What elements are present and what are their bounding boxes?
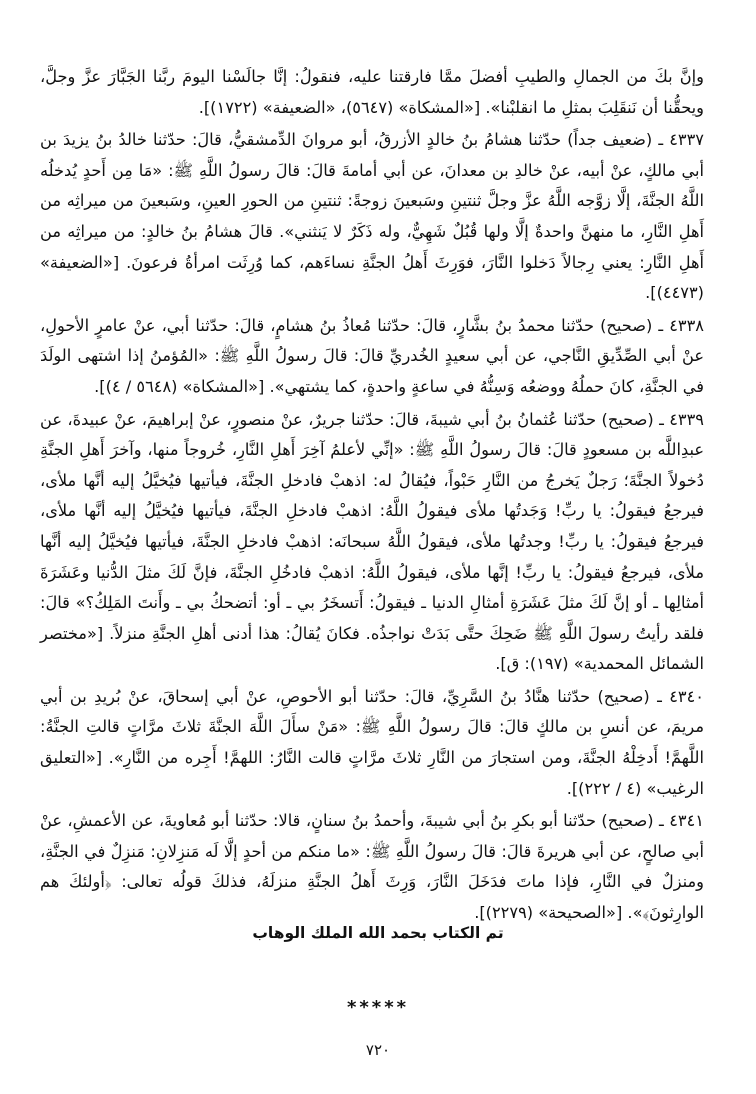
paragraph-continuation: وإنَّ بكَ من الجمالِ والطيبِ أفضلَ ممَّا فارقتنا عليه، فنقولُ: إنَّا جالَسْنا اليومَ ربَّنا الجَبَّارَ عزَّ وجلَّ، ويحقُّنا أن نَنقَلِبَ بمثلِ ما انقلبْنا». [«المشكاة» (٥٦٤٧)، «الضعيفة» (١٧٢٢)]. [40, 67, 704, 117]
hadith-4341: ٤٣٤١ ـ (صحيح) حدّثنا أبو بكرِ بنُ أبي شيبةَ، وأحمدُ بنُ سنانٍ، قالا: حدّثنا أبو مُعاويةَ، عن الأعمشِ، عنْ أبي صالحٍ، عن أبي هريرةَ قالَ: قالَ رسولُ اللَّهِ ﷺ: «ما منكم من أحدٍ إلَّا لَه مَنزِلانِ: مَنزِلٌ في الجنَّةِ، ومنزلٌ في النَّارِ، فإذا ماتَ فدَخَلَ النَّارَ، وَرِثَ أَهلُ الجنَّةِ منزلَهُ، فذلكَ قولُه تعالى: ﴿أولئكَ هم الوارِثونَ﴾». [«الصحيحة» (٢٢٧٩)]. [40, 811, 704, 923]
stars-divider: ***** [346, 997, 410, 1018]
hadith-4338: ٤٣٣٨ ـ (صحيح) حدّثنا محمدُ بنُ بشَّارٍ، قالَ: حدّثنا مُعاذُ بنُ هشامٍ، قالَ: حدّثنا أبي، عنْ عامرٍ الأحولِ، عنْ أبي الصِّدِّيقِ النَّاجي، عن أبي سعيدٍ الخُدريِّ قالَ: قالَ رسولُ اللَّهِ ﷺ: «المُؤمنُ إذا اشتهى الولَدَ في الجنَّةِ، كانَ حملُهُ ووضعُه وَسِنُّهُ في ساعةٍ واحدةٍ، كما يشتهي». [«المشكاة» (٥٦٤٨ / ٤)]. [40, 315, 704, 396]
hadith-4339: ٤٣٣٩ ـ (صحيح) حدّثنا عُثمانُ بنُ أبي شيبةَ، قالَ: حدّثنا جريرٌ، عنْ منصورٍ، عنْ إبراهيمَ، عنْ عبيدةَ، عن عبدِاللَّه بن مسعودٍ قالَ: قالَ رسولُ اللَّهِ ﷺ: «إنِّي لأعلمُ آخِرَ أَهلِ النَّارِ، خُروجاً منها، وآخرَ أَهلِ الجنَّةِ دُخولاً الجنَّةَ؛ رَجلٌ يَخرجُ من النَّارِ حَبْواً، فيُقالُ له: اذهبْ فادخلِ الجنَّةَ، فيأتيها فيُخيَّلُ إليه أنَّها ملأى، فيرجعُ فيقولُ: يا ربِّ! وَجَدتُها ملأى فيقولُ اللَّهُ: اذهبْ فادخلِ الجنَّةَ، فيأتيها فيُخيَّلُ إليه أنَّها ملأى، فيرجعُ فيقولُ: يا ربِّ! وجدتُها ملأى، فيقولُ اللَّهُ سبحانَه: اذهبْ فادخلِ الجنَّةَ، فيأتيها فيُخيَّلُ إليه أنَّها ملأى، فيرجعُ فيقولُ: يا ربِّ! إنَّها ملأى، فيقولُ اللَّهُ: اذهبْ فادخُلِ الجنَّةَ، فإنَّ لَكَ مثلَ الدُّنيا وعَشَرَةَ أمثالِها ـ أو إنَّ لَكَ مثلَ عَشَرَةِ أمثالِ الدنيا ـ فيقولُ: أَتسخَرُ بي ـ أو: أتضحكُ بي ـ وأَنتَ المَلِكُ؟» قالَ: فلقد رأيتُ رسولَ اللَّهِ ﷺ ضَحِكَ حتَّى بَدَتْ نواجذُه. فكانَ يُقالُ: هذا أدنى أهلِ الجنَّةِ منزلاً. [«مختصر الشمائل المحمدية» (١٩٧): ق]. [40, 409, 704, 674]
hadith-text-block [40, 62, 704, 931]
hadith-4340: ٤٣٤٠ ـ (صحيح) حدّثنا هنَّادُ بنُ السَّرِيِّ، قالَ: حدّثنا أبو الأحوصِ، عنْ أبي إسحاقَ، عنْ بُريدِ بن أبي مريمَ، عن أنسِ بن مالكٍ قالَ: قالَ رسولُ اللَّهِ ﷺ: «مَنْ سأَلَ اللَّهَ الجنَّةَ ثلاثَ مرَّاتٍ قالتِ الجنَّةُ: اللَّهمَّ! أَدخِلْهُ الجنَّةَ، ومن استجارَ من النَّارِ ثلاثَ مرَّاتٍ قالت النَّارُ: اللهمَّ! أَجِره من النَّارِ». [«التعليق الرغيب» (٤ / ٢٢٢)]. [40, 686, 704, 798]
page-number: ٧٢٠ [365, 1041, 391, 1059]
hadith-4337: ٤٣٣٧ ـ (ضعيف جداً) حدّثنا هشامُ بنُ خالدٍ الأزرقُ، أبو مروانَ الدِّمشقيُّ، قالَ: حدّثنا خالدُ بنُ يزيدَ بن أبي مالكٍ، عنْ أبيه، عنْ خالدِ بن معدانَ، عن أبي أمامةَ قالَ: قالَ رسولُ اللَّهِ ﷺ: «مَا مِن أَحدٍ يُدخلُه اللَّهُ الجنَّةَ، إلَّا زوَّجه اللَّهُ عزَّ وجلَّ ثنتينِ وسَبعينَ زوجةً: ثنتينِ من الحورِ العينِ، وسَبعينَ من ميراثِه من أَهلِ النَّارِ، ما منهنَّ واحدةٌ إلَّا ولها قُبُلٌ شَهِيٌّ، وله ذَكَرٌ لا يَنثني». قالَ هشامُ بنُ خالدٍ: من ميراثِه من أَهلِ النَّارِ: يعني رِجالاً دَخلوا النَّارَ، فوَرِثَ أَهلُ الجنَّةِ نساءَهم، كما وُرِثَت امرأةُ فرعونَ. [«الضعيفة» (٤٤٧٣)]. [40, 130, 704, 303]
book-closing-line: تم الكتاب بحمد الله الملك الوهاب [252, 924, 504, 942]
